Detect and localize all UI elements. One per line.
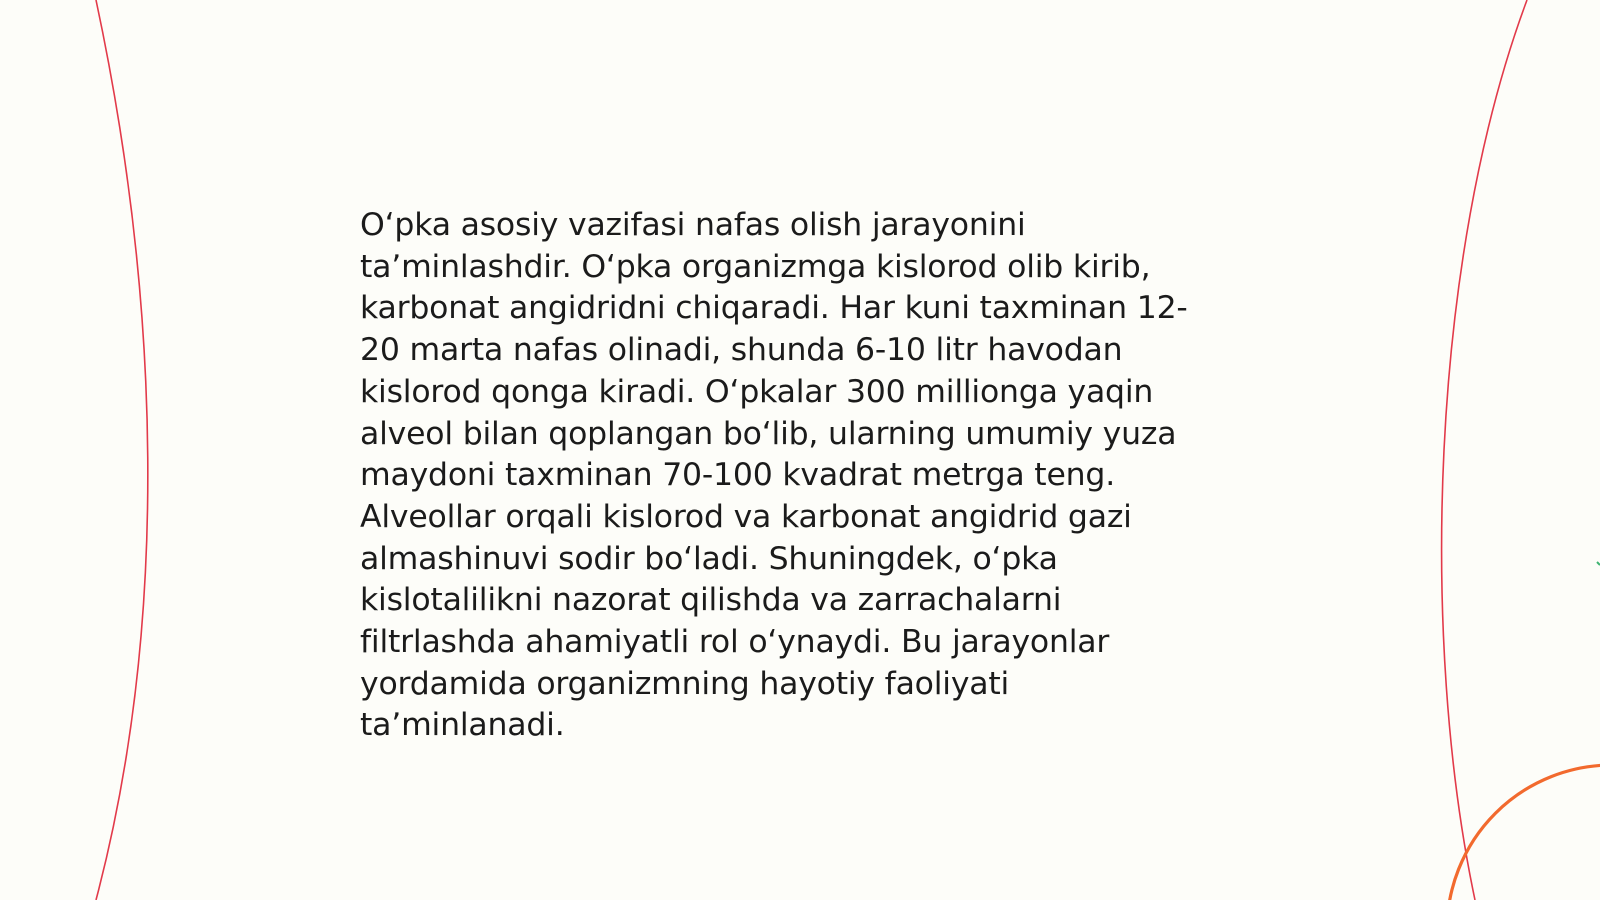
paragraph-line: ta’minlanadi. bbox=[360, 707, 565, 744]
paragraph-line: O‘pka asosiy vazifasi nafas olish jarayonini bbox=[360, 207, 1026, 243]
paragraph-line: 20 marta nafas olinadi, shunda 6-10 litr havodan bbox=[360, 332, 1123, 369]
paragraph-line: maydoni taxminan 70-100 kvadrat metrga teng. bbox=[360, 457, 1116, 494]
paragraph-line: kislorod qonga kiradi. O‘pkalar 300 millionga yaqin bbox=[360, 373, 1154, 410]
paragraph-line: Alveollar orqali kislorod va karbonat angidrid gazi bbox=[360, 498, 1132, 535]
paragraph-line: ta’minlashdir. O‘pka organizmga kislorod olib kirib, bbox=[360, 248, 1151, 285]
paragraph-line: alveol bilan qoplangan bo‘lib, ularning umumiy yuza bbox=[360, 415, 1177, 452]
paragraph-line: karbonat angidridni chiqaradi. Har kuni taxminan 12- bbox=[360, 290, 1188, 327]
body-paragraph bbox=[360, 205, 1240, 747]
paragraph-line: yordamida organizmning hayotiy faoliyati bbox=[360, 665, 1010, 702]
paragraph-line: almashinuvi sodir bo‘ladi. Shuningdek, o‘pka bbox=[360, 540, 1058, 577]
paragraph-line: filtrlashda ahamiyatli rol o‘ynaydi. Bu jarayonlar bbox=[360, 624, 1110, 661]
right-red-curve bbox=[1442, 0, 1527, 900]
orange-arc bbox=[1447, 765, 1600, 900]
left-red-curve bbox=[96, 0, 148, 900]
paragraph-line: kislotalilikni nazorat qilishda va zarrachalarni bbox=[360, 582, 1062, 619]
